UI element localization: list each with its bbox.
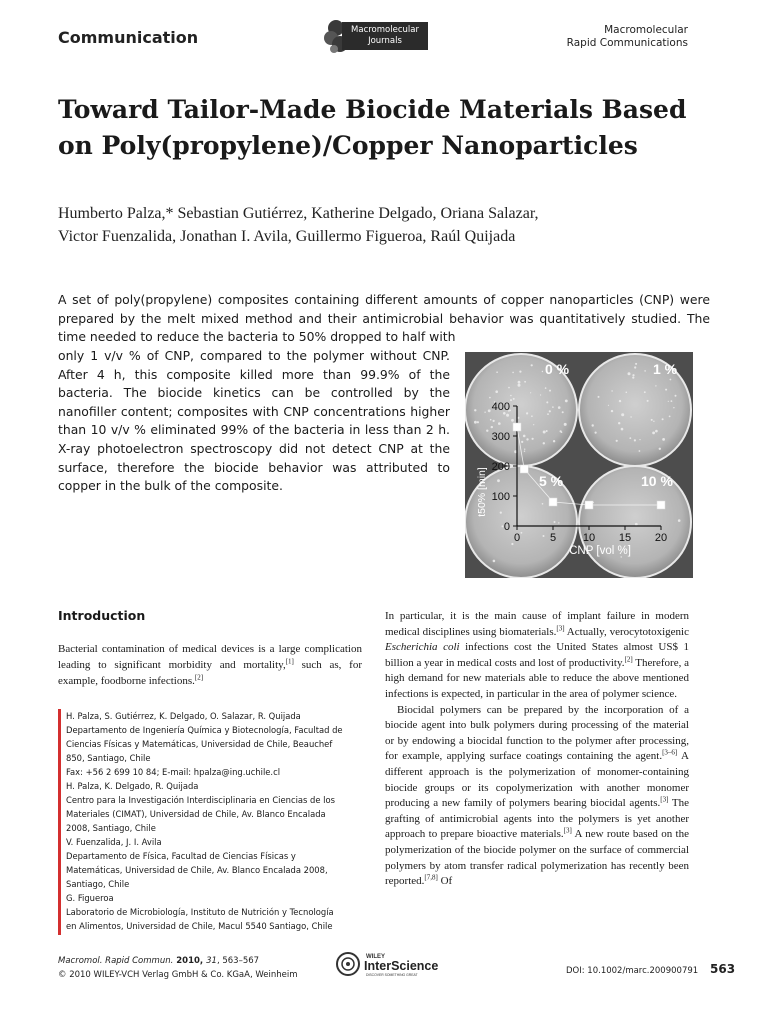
bacterial-colony (546, 401, 548, 403)
bacterial-colony (521, 441, 523, 443)
bacterial-colony (632, 374, 634, 376)
affiliation-line: Materiales (CIMAT), Universidad de Chile, Av. Blanco Encalada (66, 809, 326, 819)
x-tick-label: 10 (582, 532, 596, 544)
bacterial-colony (524, 449, 525, 450)
intro-paragraph (58, 641, 362, 689)
bacterial-colony (532, 438, 534, 440)
section-label: Communication (58, 28, 199, 47)
affiliation-line: G. Figueroa (66, 893, 114, 903)
y-tick-label: 0 (503, 521, 510, 533)
bacterial-colony (565, 400, 568, 403)
paragraph-2 (385, 703, 689, 890)
bacterial-colony (611, 410, 613, 412)
affiliations-block (66, 709, 366, 933)
bacterial-colony (619, 400, 621, 402)
affiliation-line: V. Fuenzalida, J. I. Avila (66, 837, 162, 847)
bacterial-colony (518, 381, 521, 384)
bacterial-colony (651, 419, 653, 421)
bacterial-colony (521, 532, 523, 534)
citation-7-8[interactable]: [7,8] (424, 873, 438, 882)
bacterial-colony (662, 438, 665, 441)
bacterial-colony (670, 379, 672, 381)
title-line-2: on Poly(propylene)/Copper Nanoparticles (58, 131, 638, 160)
p1-text-b: Actually, verocytotoxigenic (564, 625, 689, 638)
affiliation-accent-bar (58, 709, 61, 935)
plate-label-0: 0 % (545, 361, 570, 377)
title-line-1: Toward Tailor-Made Biocide Materials Based (58, 95, 687, 124)
journal-abbrev: Macromol. Rapid Commun. (58, 956, 174, 966)
bacterial-colony (678, 519, 681, 522)
svg-text:WILEY: WILEY (366, 954, 385, 960)
p1-text-d: Therefore, a high demand for new materials able to reduce the above mentioned infections is expected, in particular in the area of polymer science. (385, 656, 689, 700)
bacterial-colony (523, 435, 526, 438)
bacterial-colony (628, 372, 631, 375)
logo-line-1: Macromolecular (351, 25, 419, 35)
bacterial-colony (524, 381, 526, 383)
bacterial-colony (629, 437, 631, 439)
graphical-abstract-figure (465, 352, 693, 578)
bacterial-colony (543, 431, 546, 434)
citation-2b[interactable]: [2] (624, 655, 633, 664)
figure-graphic (465, 352, 693, 578)
affiliation-line: Santiago, Chile (66, 879, 130, 889)
bacterial-colony (547, 413, 549, 415)
bacterial-colony (659, 448, 661, 450)
journal-pages: , 563–567 (216, 956, 260, 966)
bacterial-colony (635, 523, 638, 526)
x-tick-label: 0 (513, 532, 521, 544)
bacterial-colony (496, 371, 498, 373)
affiliation-line: Ciencias Físicas y Matemáticas, Universidad de Chile, Beauchef (66, 739, 333, 749)
bacterial-colony (500, 512, 502, 514)
bacterial-colony (510, 399, 512, 401)
bacterial-colony (491, 426, 493, 428)
bacterial-colony (616, 440, 618, 442)
bacterial-colony (540, 394, 541, 395)
bacterial-colony (639, 439, 640, 440)
article-title (58, 92, 718, 164)
bacterial-colony (558, 406, 561, 409)
bacterial-colony (655, 430, 658, 433)
logo-wordmark (342, 22, 428, 50)
bacterial-colony (647, 400, 649, 402)
bacterial-colony (632, 377, 634, 379)
x-tick-label: 5 (549, 532, 557, 544)
y-axis-label: t50% [min] (476, 467, 488, 517)
bacterial-colony (561, 431, 563, 433)
bacterial-colony (518, 384, 521, 387)
paragraph-1 (385, 609, 689, 703)
author-list (58, 202, 728, 248)
bacterial-colony (630, 416, 631, 417)
x-tick-label: 20 (654, 532, 668, 544)
y-tick-label: 300 (491, 431, 510, 443)
svg-text:DISCOVER SOMETHING GREAT: DISCOVER SOMETHING GREAT (366, 973, 418, 977)
affiliation-line: 2008, Santiago, Chile (66, 823, 156, 833)
bacterial-colony (513, 398, 515, 400)
intro-text-tail: such as, for example, foodborne infections. (58, 659, 362, 687)
copyright: © 2010 WILEY-VCH Verlag GmbH & Co. KGaA, Weinheim (58, 970, 298, 980)
affiliation-line: Departamento de Física, Facultad de Ciencias Físicas y (66, 851, 296, 861)
bacterial-colony (621, 428, 624, 431)
bacterial-colony (488, 409, 491, 412)
journal-name-line-1: Macromolecular (604, 24, 688, 36)
authors-line-1: Humberto Palza,* Sebastian Gutiérrez, Katherine Delgado, Oriana Salazar, (58, 205, 539, 222)
bacterial-colony (486, 430, 488, 432)
section-heading-introduction: Introduction (58, 608, 146, 623)
bacterial-colony (665, 389, 667, 391)
bacterial-colony (474, 421, 477, 424)
bacterial-colony (542, 371, 543, 372)
bacterial-colony (668, 401, 669, 402)
x-tick-label: 15 (618, 532, 632, 544)
bacterial-colony (549, 410, 551, 412)
bacterial-colony (673, 407, 674, 408)
bacterial-colony (543, 442, 545, 444)
bacterial-colony (497, 479, 500, 482)
citation-2[interactable]: [2] (194, 673, 204, 682)
affiliation-line: Matemáticas, Universidad de Chile, Av. Blanco Encalada 2008, (66, 865, 328, 875)
bacterial-colony (477, 421, 479, 423)
bacterial-colony (558, 522, 559, 523)
plate-label-10: 10 % (641, 473, 673, 489)
y-tick-label: 200 (491, 461, 510, 473)
bacterial-colony (495, 390, 498, 393)
data-point (520, 465, 528, 473)
journal-year: 2010, (173, 956, 207, 966)
bacterial-colony (662, 418, 664, 420)
bacterial-colony (519, 371, 521, 373)
authors-line-2: Victor Fuenzalida, Jonathan I. Avila, Guillermo Figueroa, Raúl Quijada (58, 228, 516, 245)
bacterial-colony (533, 424, 534, 425)
journal-name-line-2: Rapid Communications (566, 37, 688, 49)
affiliation-line: Centro para la Investigación Interdisciplinaria en Ciencias de los (66, 795, 335, 805)
bacterial-colony (506, 414, 509, 417)
doi[interactable]: DOI: 10.1002/marc.200900791 (566, 966, 699, 976)
citation-3c[interactable]: [3] (660, 795, 669, 804)
journal-name (567, 24, 688, 50)
plate-label-1: 1 % (653, 361, 678, 377)
bacterial-colony (653, 421, 654, 422)
affiliation-line[interactable]: Fax: +56 2 699 10 84; E-mail: hpalza@ing.uchile.cl (66, 767, 281, 777)
page-number: 563 (710, 962, 736, 976)
p2-text-c: The grafting of antimicrobial agents into the polymers is yet another approach to prepare bioactive materials. (385, 797, 689, 841)
p2-text-a: Biocidal polymers can be prepared by the incorporation of a biocide agent into bulk polymers during processing of the material or by endowing a biocidal function to the polymer after processing, for example, applying surface coatings containing the agent. (385, 703, 689, 763)
journal-citation (58, 954, 298, 968)
logo-line-2: Journals (368, 36, 402, 46)
affiliation-line: Laboratorio de Microbiología, Instituto de Nutrición y Tecnología (66, 907, 334, 917)
citation-1[interactable]: [1] (285, 657, 294, 666)
interscience-icon (336, 950, 456, 978)
bacterial-colony (644, 370, 646, 372)
bacterial-colony (531, 364, 533, 366)
bacterial-colony (474, 409, 476, 411)
citation-3d[interactable]: [3] (563, 826, 572, 835)
bacterial-colony (511, 419, 514, 422)
wiley-interscience-logo (336, 950, 456, 978)
data-point (549, 498, 557, 506)
bacterial-colony (669, 416, 671, 418)
citation-3[interactable]: [3] (556, 623, 565, 632)
bacterial-colony (530, 392, 531, 393)
bacterial-colony (531, 415, 533, 417)
bacterial-colony (626, 392, 628, 394)
bacterial-colony (542, 503, 544, 505)
bacterial-colony (652, 432, 655, 435)
bacterial-colony (618, 422, 620, 424)
bacterial-colony (489, 397, 491, 399)
bacterial-colony (552, 406, 554, 408)
p1-text-a: In particular, it is the main cause of implant failure in modern medical disciplines using biomaterials. (385, 610, 689, 638)
data-point (585, 501, 593, 509)
bacterial-colony (493, 560, 496, 563)
bacterial-colony (553, 440, 555, 442)
affiliation-line: 850, Santiago, Chile (66, 753, 151, 763)
petri-dish-10 (579, 466, 691, 578)
bacterial-colony (498, 422, 501, 425)
bacterial-colony (493, 420, 495, 422)
p2-text-e: Of (437, 875, 453, 888)
bacterial-colony (545, 387, 547, 389)
intro-text: Bacterial contamination of medical devices is a large complication leading to significant morbidity and mortality, (58, 643, 362, 671)
macromolecular-journals-logo (318, 18, 430, 54)
bacterial-colony (484, 412, 485, 413)
bacterial-colony (490, 419, 492, 421)
abstract-full-width: A set of poly(propylene) composites containing different amounts of copper nanoparticles (CNP) were prepared by the melt mixed method and their antimicrobial behavior was quantitatively studied. The time needed to reduce the bacteria to 50% dropped to half with (58, 292, 710, 345)
footer-citation (58, 954, 298, 982)
bacterial-colony (671, 400, 673, 402)
svg-text:InterScience: InterScience (364, 959, 439, 973)
journal-volume: 31 (206, 956, 217, 966)
data-point (513, 423, 521, 431)
y-tick-label: 100 (491, 491, 510, 503)
bacterial-colony (510, 395, 512, 397)
citation-3-6[interactable]: [3–6] (662, 748, 678, 757)
x-axis-label: CNP [vol %] (569, 545, 631, 557)
bacterial-colony (639, 450, 641, 452)
bacterial-colony (592, 424, 594, 426)
bacterial-colony (634, 439, 636, 441)
species-name: Escherichia coli (385, 641, 460, 654)
bacterial-colony (635, 363, 637, 365)
bacterial-colony (608, 405, 609, 406)
right-column-text (385, 609, 689, 890)
p2-text-d: A new route based on the polymerization of the biocide polymer on the surface of commercial polymers by atom transfer radical polymerization has recently been reported. (385, 828, 689, 888)
bacterial-colony (655, 385, 656, 386)
affiliation-line: H. Palza, K. Delgado, R. Quijada (66, 781, 199, 791)
bacterial-colony (598, 396, 600, 398)
bacterial-colony (526, 412, 528, 414)
bacterial-colony (634, 366, 636, 368)
affiliation-line: en Alimentos, Universidad de Chile, Macul 5540 Santiago, Chile (66, 921, 333, 931)
bacterial-colony (562, 411, 564, 413)
bacterial-colony (508, 387, 510, 389)
bacterial-colony (549, 390, 551, 392)
affiliation-line: H. Palza, S. Gutiérrez, K. Delgado, O. Salazar, R. Quijada (66, 711, 301, 721)
bacterial-colony (512, 372, 514, 374)
abstract-wrapped: only 1 v/v % of CNP, compared to the polymer without CNP. After 4 h, this composite killed more than 99.9% of the bacteria. The biocide kinetics can be controlled by the nanofiller content; composites with CNP concentrations higher than 10 v/v % eliminated 99% of the bacteria in less than 2 h. X-ray photoelectron spectroscopy did not detect CNP at the surface, therefore the biocide behavior was attributed to copper in the bulk of the composite. (58, 348, 450, 494)
p1-text-c: infections cost the United States almost US$ 1 billion a year in medical costs and lost of productivity. (385, 641, 689, 669)
bacterial-colony (524, 451, 525, 452)
data-point (657, 501, 665, 509)
bacterial-colony (546, 430, 548, 432)
bacterial-colony (526, 438, 528, 440)
affiliation-line: Departamento de Ingeniería Química y Biotecnología, Facultad de (66, 725, 343, 735)
y-tick-label: 400 (491, 401, 510, 413)
plate-label-5: 5 % (539, 473, 564, 489)
bacterial-colony (644, 391, 646, 393)
bacterial-colony (543, 535, 545, 537)
bacterial-colony (675, 395, 677, 397)
bacterial-colony (611, 390, 612, 391)
bacterial-colony (595, 432, 597, 434)
bacterial-colony (554, 521, 556, 523)
bacterial-colony (621, 413, 624, 416)
bacterial-colony (564, 423, 567, 426)
p2-text-b: A different approach is the polymerization of monomer-containing biocide groups or its copolymerization with another monomer producing a new family of polymers bearing biocidal agents. (385, 750, 689, 810)
